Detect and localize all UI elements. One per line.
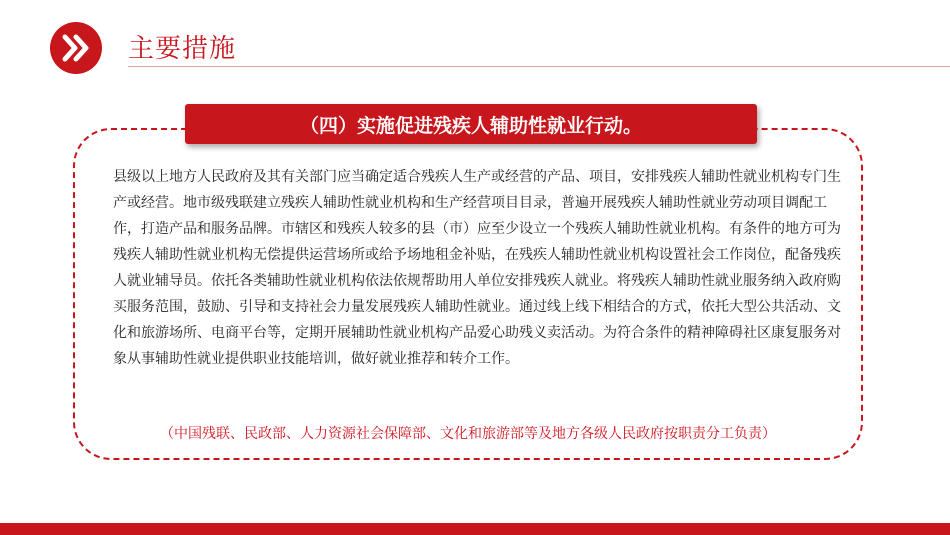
logo-badge bbox=[50, 22, 102, 74]
title-divider bbox=[128, 66, 950, 67]
section-heading: （四）实施促进残疾人辅助性就业行动。 bbox=[185, 104, 757, 144]
footer-bar bbox=[0, 523, 950, 535]
section-body-text: 县级以上地方人民政府及其有关部门应当确定适合残疾人生产或经营的产品、项目，安排残疾人辅助性就业机构专门生产或经营。地市级残联建立残疾人辅助性就业机构和生产经营项目目录，普遍开展残疾人辅助性就业劳动项目调配工作，打造产品和服务品牌。市辖区和残疾人较多的县（市）应至少设立一个残疾人辅助性就业机构。有条件的地方可为残疾人辅助性就业机构无偿提供运营场所或给予场地租金补贴，在残疾人辅助性就业机构设置社会工作岗位，配备残疾人就业辅导员。依托各类辅助性就业机构依法依规帮助用人单位安排残疾人就业。将残疾人辅助性就业服务纳入政府购买服务范围，鼓励、引导和支持社会力量发展残疾人辅助性就业。通过线上线下相结合的方式，依托大型公共活动、文化和旅游场所、电商平台等，定期开展辅助性就业机构产品爱心助残义卖活动。为符合条件的精神障碍社区康复服务对象从事辅助性就业提供职业技能培训，做好就业推荐和转介工作。 bbox=[113, 169, 841, 367]
responsible-parties-note: （中国残联、民政部、人力资源社会保障部、文化和旅游部等及地方各级人民政府按职责分工负责） bbox=[160, 426, 776, 442]
page-title: 主要措施 bbox=[128, 34, 237, 64]
double-chevron-right-icon bbox=[50, 22, 102, 74]
